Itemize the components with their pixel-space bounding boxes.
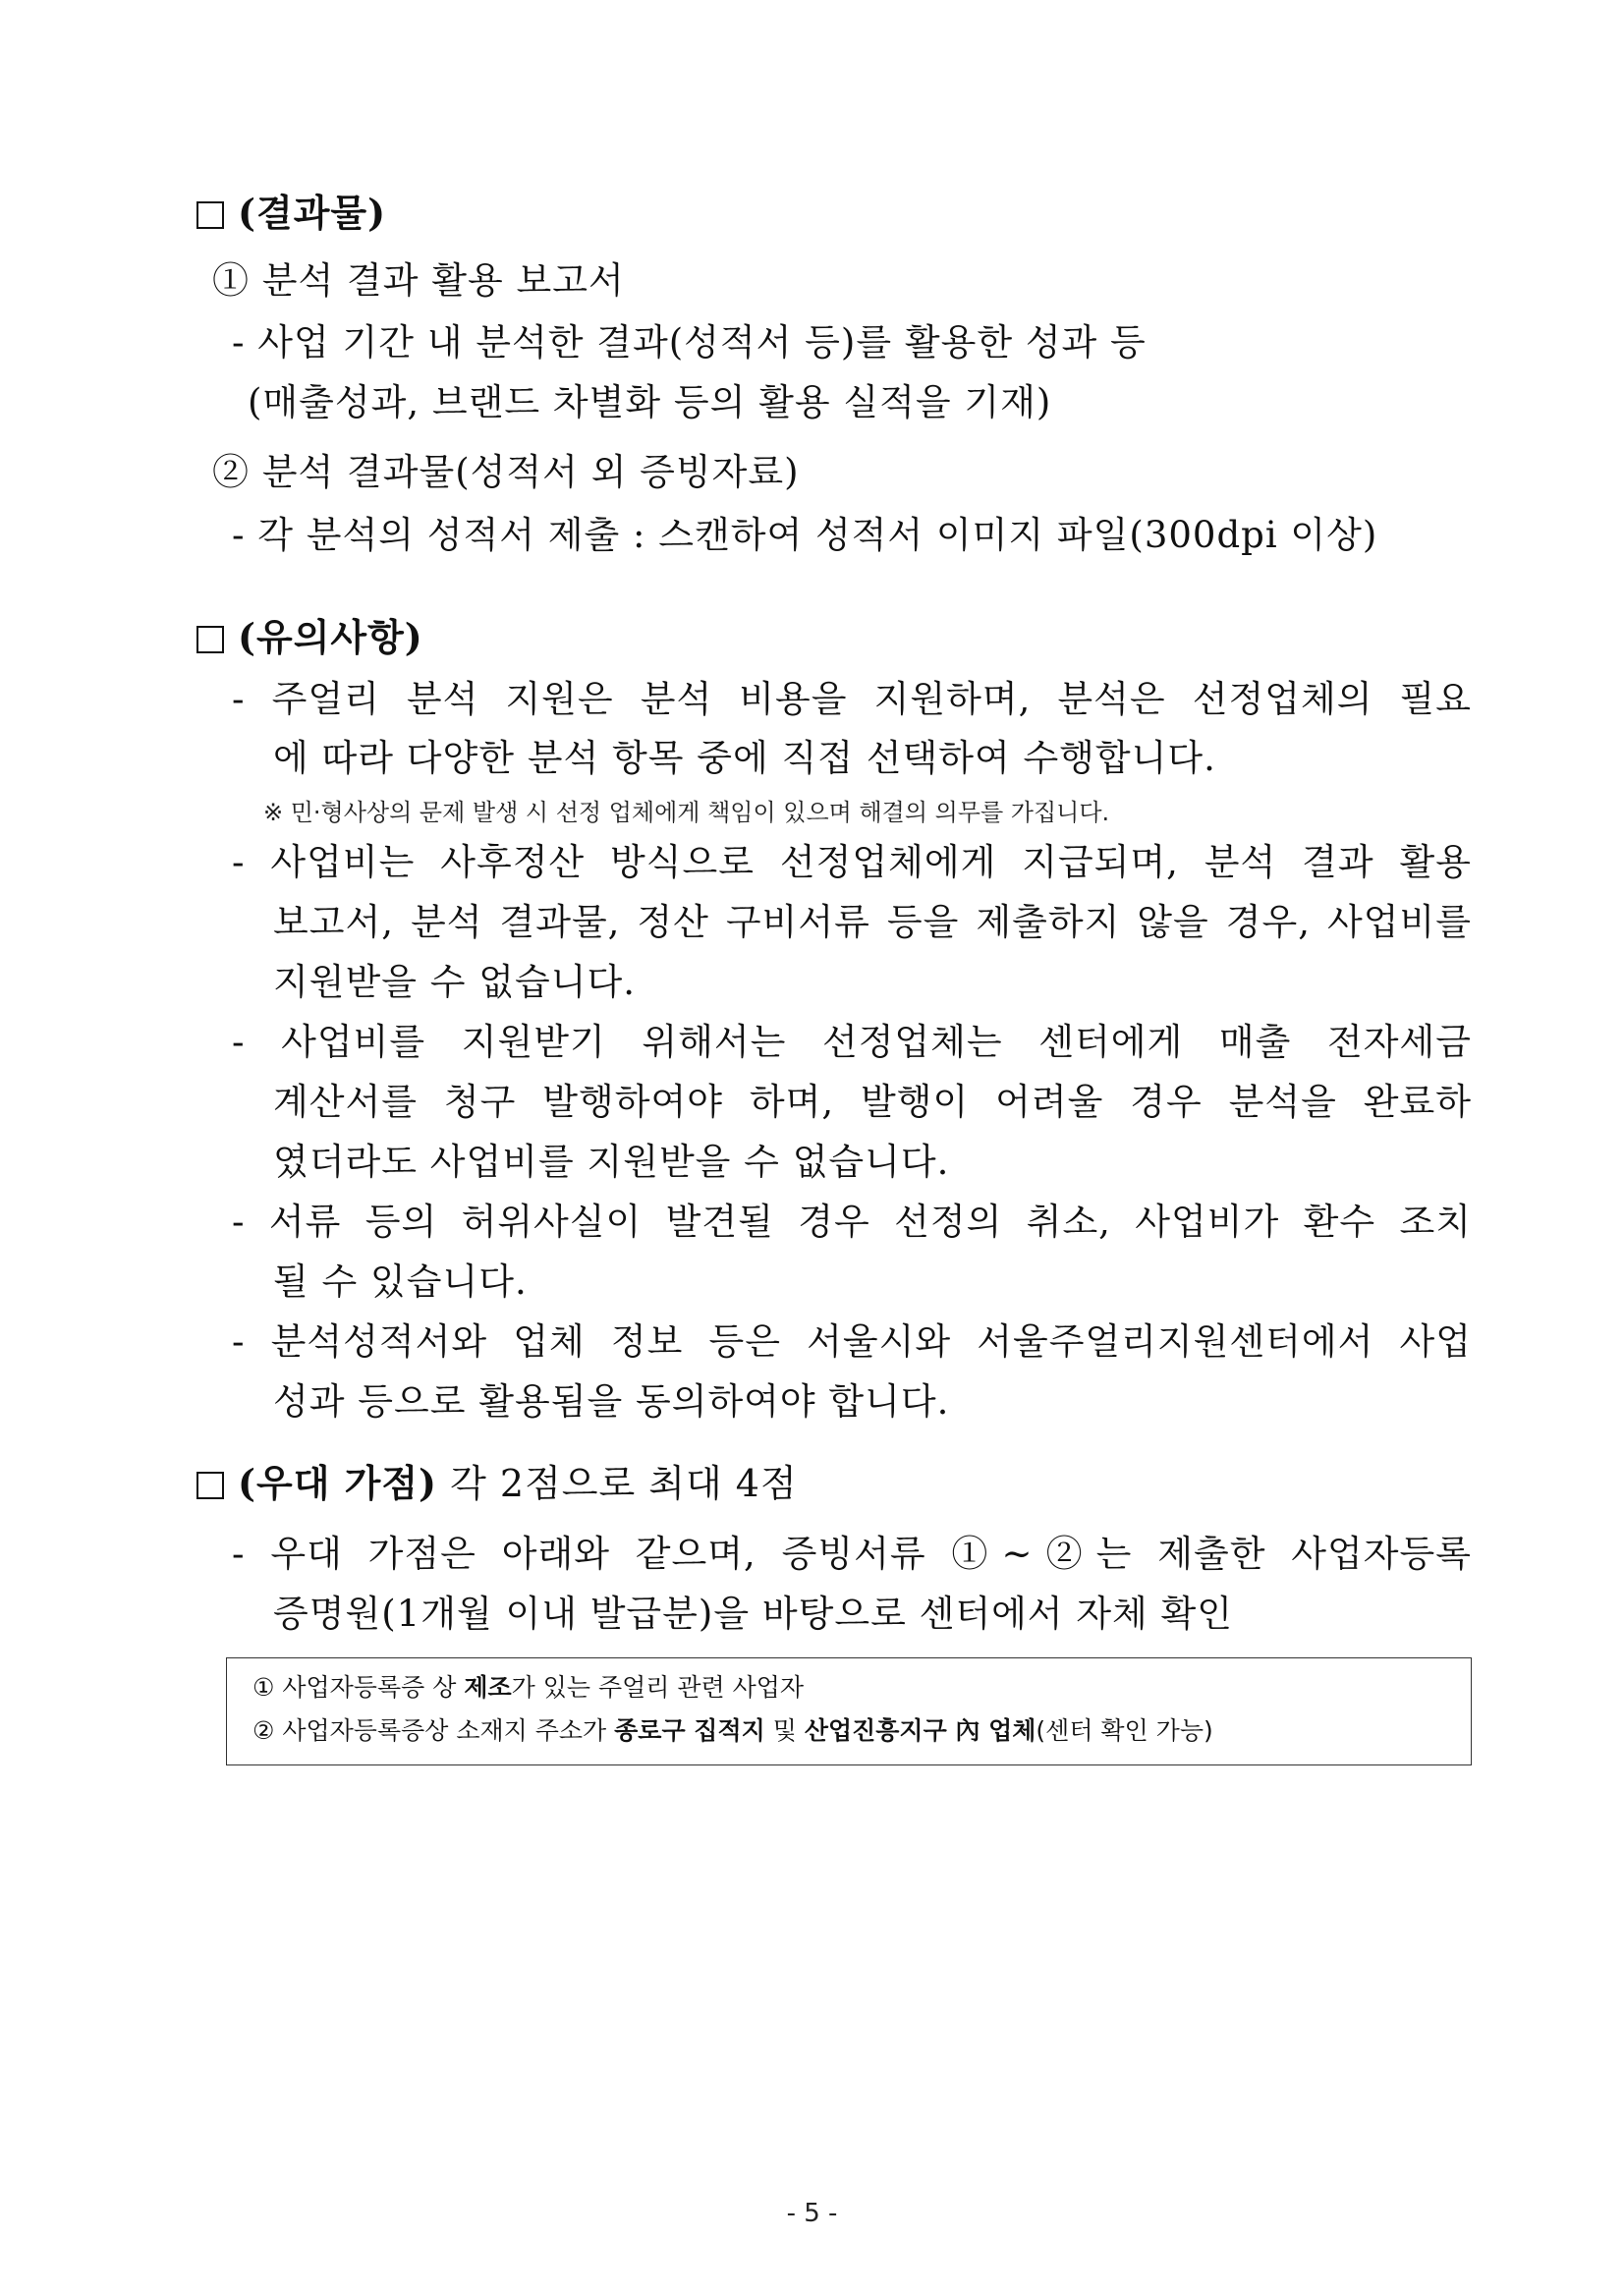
section-heading-notes <box>196 616 423 659</box>
bonus-criteria-row-1-text: ① 사업자등록증 상 <box>252 1673 465 1702</box>
section-heading-notes-text: (유의사항) <box>238 615 423 659</box>
checkbox-square-icon <box>196 201 224 229</box>
results-item-2-sub-line-1: - 각 분석의 성적서 제출 : 스캔하여 성적서 이미지 파일(300dpi 이상) <box>232 514 1378 556</box>
notes-bullet-2-line-2: 보고서, 분석 결과물, 정산 구비서류 등을 제출하지 않을 경우, 사업비를 <box>273 901 1472 943</box>
notes-bullet-1-remark: ※ 민·형사상의 문제 발생 시 선정 업체에게 책임이 있으며 해결의 의무를 가집니다. <box>263 799 1110 826</box>
bonus-criteria-row-1-emphasis: 제조 <box>464 1673 512 1702</box>
bonus-criteria-row-2-emphasis-1: 종로구 집적지 <box>614 1716 765 1745</box>
checkbox-square-icon <box>196 1472 224 1499</box>
notes-bullet-2-line-1: - 사업비는 사후정산 방식으로 선정업체에게 지급되며, 분석 결과 활용 <box>232 841 1472 883</box>
bonus-bullet-1-line-2: 증명원(1개월 이내 발급분)을 바탕으로 센터에서 자체 확인 <box>273 1593 1234 1635</box>
section-heading-bonus-text: (우대 가점) <box>238 1461 438 1505</box>
results-item-1-sub-line-2: (매출성과, 브랜드 차별화 등의 활용 실적을 기재) <box>248 381 1052 423</box>
bonus-criteria-row-2-tail: (센터 확인 가능) <box>1036 1716 1213 1745</box>
checkbox-square-icon <box>196 626 224 653</box>
notes-bullet-2-line-3: 지원받을 수 없습니다. <box>273 961 636 1003</box>
page-number: - 5 - <box>786 2199 838 2228</box>
notes-bullet-4-line-2: 될 수 있습니다. <box>273 1260 528 1303</box>
section-heading-results <box>196 192 386 235</box>
section-heading-bonus <box>196 1462 798 1505</box>
bonus-criteria-row-1 <box>252 1672 804 1704</box>
notes-bullet-3-line-2: 계산서를 청구 발행하여야 하며, 발행이 어려울 경우 분석을 완료하 <box>273 1081 1472 1123</box>
notes-bullet-4-line-1: - 서류 등의 허위사실이 발견될 경우 선정의 취소, 사업비가 환수 조치 <box>232 1201 1472 1243</box>
bonus-criteria-row-2-connector: 및 <box>764 1716 805 1745</box>
bonus-criteria-row-2 <box>252 1715 1213 1747</box>
notes-bullet-3-line-3: 였더라도 사업비를 지원받을 수 없습니다. <box>273 1141 950 1183</box>
section-heading-bonus-detail: 각 2점으로 최대 4점 <box>437 1462 798 1505</box>
notes-bullet-5-line-1: - 분석성적서와 업체 정보 등은 서울시와 서울주얼리지원센터에서 사업 <box>232 1320 1472 1363</box>
bonus-criteria-row-2-emphasis-2: 산업진흥지구 內 업체 <box>804 1716 1036 1745</box>
bonus-criteria-row-2-text: ② 사업자등록증상 소재지 주소가 <box>252 1716 615 1745</box>
notes-bullet-3-line-1: - 사업비를 지원받기 위해서는 선정업체는 센터에게 매출 전자세금 <box>232 1021 1472 1063</box>
notes-bullet-1-line-1: - 주얼리 분석 지원은 분석 비용을 지원하며, 분석은 선정업체의 필요 <box>232 678 1472 720</box>
bonus-criteria-box <box>226 1657 1472 1765</box>
bonus-bullet-1-line-1: - 우대 가점은 아래와 같으며, 증빙서류 ①~②는 제출한 사업자등록 <box>232 1533 1472 1575</box>
results-item-2: ② 분석 결과물(성적서 외 증빙자료) <box>212 451 800 493</box>
notes-bullet-5-line-2: 성과 등으로 활용됨을 동의하여야 합니다. <box>273 1380 950 1423</box>
notes-bullet-1-line-2: 에 따라 다양한 분석 항목 중에 직접 선택하여 수행합니다. <box>273 737 1216 779</box>
results-item-1-sub-line-1: - 사업 기간 내 분석한 결과(성적서 등)를 활용한 성과 등 <box>232 321 1147 364</box>
results-item-1: ① 분석 결과 활용 보고서 <box>212 259 625 302</box>
bonus-criteria-row-1-tail: 가 있는 주얼리 관련 사업자 <box>511 1673 805 1702</box>
section-heading-results-text: (결과물) <box>238 191 387 235</box>
